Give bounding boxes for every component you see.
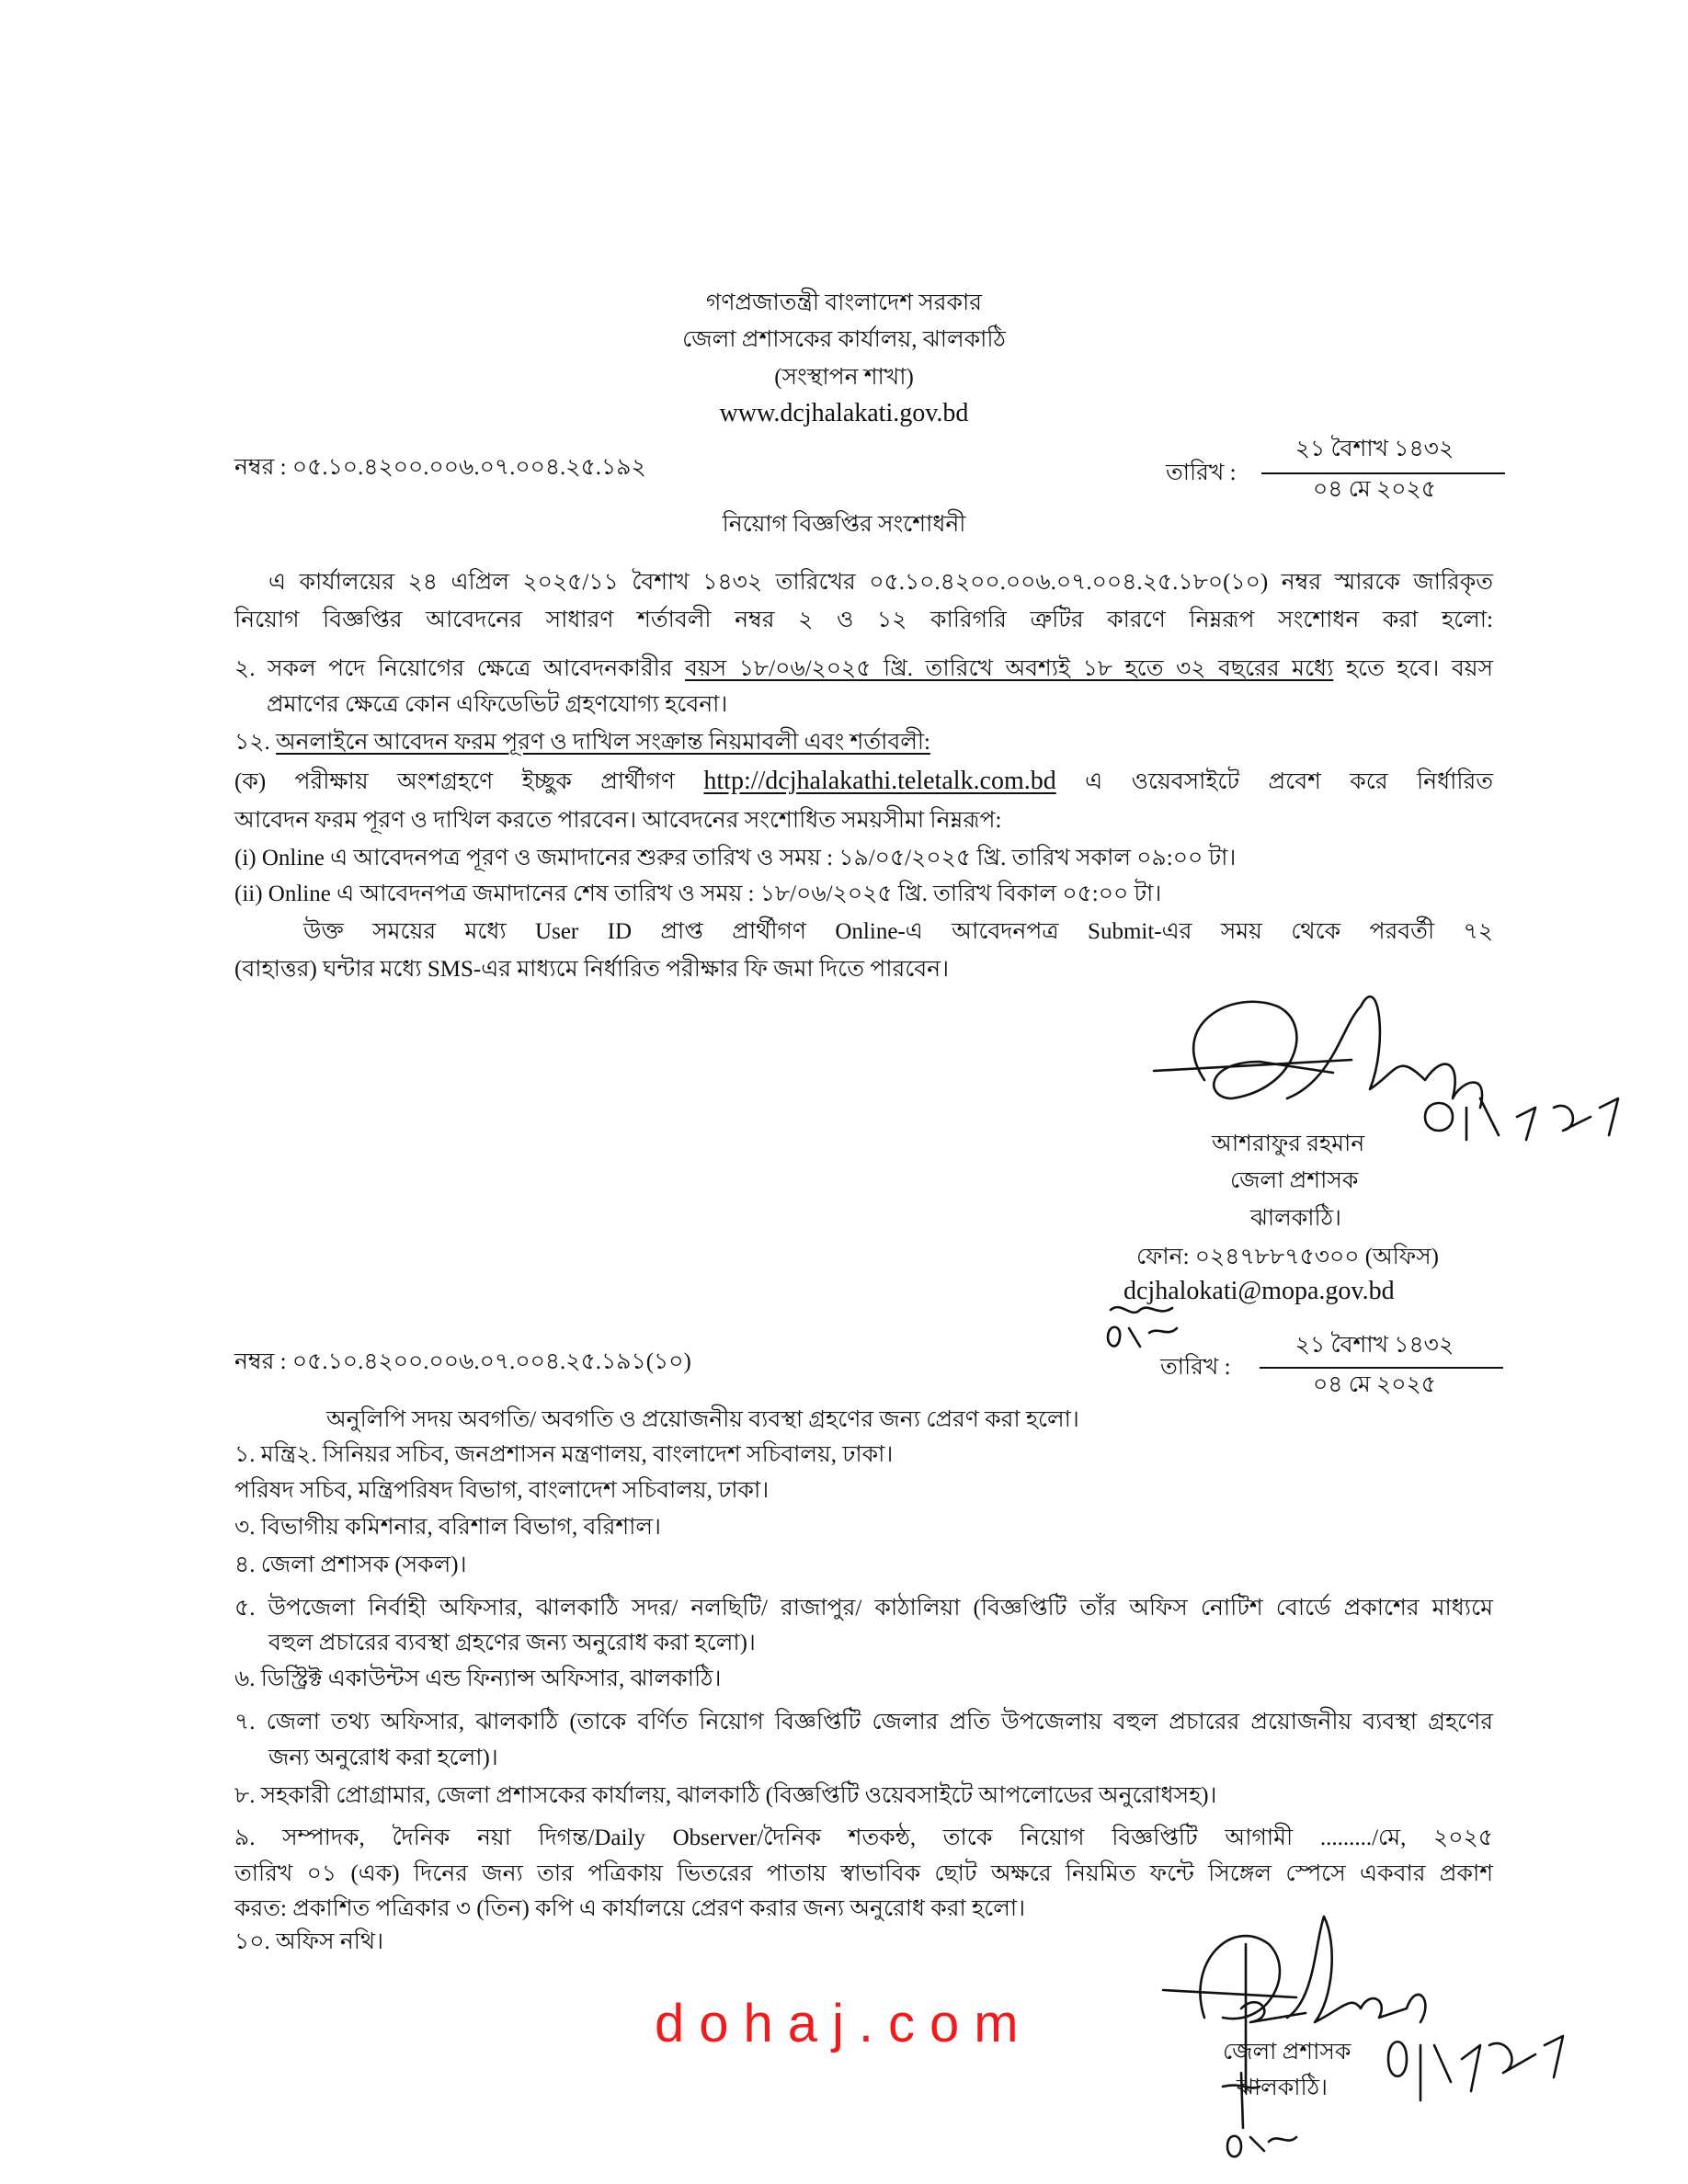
copy-recipient: পরিষদ সচিব, মন্ত্রিপরিষদ বিভাগ, বাংলাদেশ সচিবালয়, ঢাকা।	[234, 1478, 770, 1503]
item-2-text: হতে হবে। বয়স	[1333, 656, 1493, 681]
teletalk-url-link[interactable]: http://dcjhalakathi.teletalk.com.bd	[703, 767, 1056, 795]
memo-number-value: ০৫.১০.৪২০০.০০৬.০৭.০০৪.২৫.১৯২	[291, 455, 646, 480]
date-gregorian: ০৪ মে ২০২৫	[1313, 477, 1436, 502]
date-bengali: ২১ বৈশাখ ১৪৩২	[1295, 437, 1454, 461]
memo-number-label: নম্বর :	[234, 455, 287, 480]
copy-date-divider	[1260, 1367, 1503, 1369]
copy-recipient: ৫. উপজেলা নির্বাহী অফিসার, ঝালকাঠি সদর/ নলছিটি/ রাজাপুর/ কাঠালিয়া (বিজ্ঞপ্তিটি তাঁর অফিস নোটিশ বোর্ডে প্রকাশের মাধ্যমে	[234, 1596, 1493, 1621]
item-12-ka-text: (ক) পরীক্ষায় অংশগ্রহণে ইচ্ছুক প্রার্থীগণ	[234, 769, 704, 794]
office-name: জেলা প্রশাসকের কার্যালয়, ঝালকাঠি	[682, 327, 1006, 352]
copy-recipient: ৩. বিভাগীয় কমিশনার, বরিশাল বিভাগ, বরিশাল।	[234, 1515, 661, 1540]
signatory-district: ঝালকাঠি।	[1250, 1206, 1341, 1231]
initials-image	[1103, 1301, 1195, 1356]
copy-recipient: ৮. সহকারী প্রোগ্রামার, জেলা প্রশাসকের কার্যালয়, ঝালকাঠি (বিজ্ঞপ্তিটি ওয়েবসাইটে আপলোডের অনুরোধসহ)।	[234, 1783, 1217, 1808]
signatory-phone: ফোন: ০২৪৭৮৮৭৫৩০০ (অফিস)	[1136, 1245, 1439, 1269]
signatory-name: আশরাফুর রহমান	[1212, 1132, 1365, 1156]
date-label: তারিখ :	[1166, 461, 1237, 485]
page-title: নিয়োগ বিজ্ঞপ্তির সংশোধনী	[722, 512, 966, 537]
fee-line: (বাহাত্তর) ঘন্টার মধ্যে SMS-এর মাধ্যমে নির্ধারিত পরীক্ষার ফি জমা দিতে পারবেন।	[234, 957, 950, 982]
watermark: dohaj.com	[655, 1994, 1033, 2053]
item-2-text: ২. সকল পদে নিয়োগের ক্ষেত্রে আবেদনকারীর	[234, 656, 686, 681]
footer-signatory-district: ঝালকাঠি।	[1237, 2076, 1328, 2100]
copy-recipient: ১. মন্ত্রি২. সিনিয়র সচিব, জনপ্রশাসন মন্ত্রণালয়, বাংলাদেশ সচিবালয়, ঢাকা।	[234, 1442, 894, 1467]
item-2-underlined: বয়স ১৮/০৬/২০২৫ খ্রি. তারিখে অবশ্যই ১৮ হতে ৩২ বছরের মধ্যে	[685, 656, 1334, 681]
copy-recipient: ৬. ডিস্ট্রিক্ট একাউন্টস এন্ড ফিন্যান্স অফিসার, ঝালকাঠি।	[234, 1666, 722, 1691]
intro-line: এ কার্যালয়ের ২৪ এপ্রিল ২০২৫/১১ বৈশাখ ১৪৩২ তারিখের ০৫.১০.৪২০০.০০৬.০৭.০০৪.২৫.১৮০(১০) নম্বর স্মারকে জারিকৃত	[268, 570, 1493, 595]
copy-date-label: তারিখ :	[1160, 1355, 1231, 1380]
government-name: গণপ্রজাতন্ত্রী বাংলাদেশ সরকার	[705, 290, 983, 315]
signatory-email[interactable]: dcjhalokati@mopa.gov.bd	[1123, 1277, 1395, 1305]
copy-recipient: বহুল প্রচারের ব্যবস্থা গ্রহণের জন্য অনুরোধ করা হলো)।	[268, 1631, 756, 1655]
signature-image	[1149, 970, 1646, 1144]
fee-line: উক্ত সময়ের মধ্যে User ID প্রাপ্ত প্রার্থীগণ Online-এ আবেদনপত্র Submit-এর সময় থেকে পরবর্তী ৭২	[303, 919, 1493, 944]
item-12-ka-text: এ ওয়েবসাইটে প্রবেশ করে নির্ধারিত	[1055, 769, 1493, 794]
copy-recipient: ৪. জেলা প্রশাসক (সকল)।	[234, 1553, 467, 1577]
item-12-ka-line2: আবেদন ফরম পূরণ ও দাখিল করতে পারবেন। আবেদনের সংশোধিত সময়সীমা নিম্নরূপ:	[234, 808, 1002, 833]
item-2-line2: প্রমাণের ক্ষেত্রে কোন এফিডেভিট গ্রহণযোগ্য হবেনা।	[267, 692, 728, 717]
copy-recipient: ৭. জেলা তথ্য অফিসার, ঝালকাঠি (তাকে বর্ণিত নিয়োগ বিজ্ঞপ্তিটি জেলার প্রতি উপজেলায় বহুল প্রচারের প্রয়োজনীয় ব্যবস্থা গ্রহণের	[234, 1710, 1493, 1735]
item-2	[234, 655, 1493, 683]
copy-memo-number-label: নম্বর :	[234, 1349, 287, 1374]
intro-line: নিয়োগ বিজ্ঞপ্তির আবেদনের সাধারণ শর্তাবলী নম্বর ২ ও ১২ কারিগরি ত্রুটির কারণে নিম্নরূপ সংশোধন করা হলো:	[234, 608, 1493, 632]
branch-name: (সংস্থাপন শাখা)	[774, 365, 914, 390]
copy-date-bengali: ২১ বৈশাখ ১৪৩২	[1295, 1333, 1454, 1358]
application-start-time: (i) Online এ আবেদনপত্র পূরণ ও জমাদানের শুরুর তারিখ ও সময় : ১৯/০৫/২০২৫ খ্রি. তারিখ সকাল ০৯:০০ টা।	[234, 846, 1237, 870]
item-12-ka	[234, 768, 1493, 796]
copy-date-gregorian: ০৪ মে ২০২৫	[1313, 1372, 1436, 1397]
memo-number	[234, 454, 646, 482]
copy-recipient: তারিখ ০১ (এক) দিনের জন্য তার পত্রিকায় ভিতরের পাতায় স্বাভাবিক ছোট অক্ষরে নিয়মিত ফন্টে সিঙ্গেল স্পেসে একবার প্রকাশ	[234, 1861, 1493, 1886]
copy-recipient: ৯. সম্পাদক, দৈনিক নয়া দিগন্ত/Daily Observer/দৈনিক শতকন্ঠ, তাকে নিয়োগ বিজ্ঞপ্তিটি আগামী ........./মে, ২০২৫	[234, 1826, 1493, 1850]
footer-signatory-designation: জেলা প্রশাসক	[1223, 2040, 1352, 2065]
copy-recipient: জন্য অনুরোধ করা হলো)।	[268, 1746, 498, 1770]
copy-memo-number	[234, 1348, 691, 1376]
item-12-heading-text: অনলাইনে আবেদন ফরম পূরণ ও দাখিল সংক্রান্ত নিয়মাবলী এবং শর্তাবলী:	[275, 730, 930, 755]
copy-memo-number-value: ০৫.১০.৪২০০.০০৬.০৭.০০৪.২৫.১৯১(১০)	[291, 1349, 691, 1374]
signatory-designation: জেলা প্রশাসক	[1230, 1168, 1359, 1193]
copy-recipient: করত: প্রকাশিত পত্রিকার ৩ (তিন) কপি এ কার্যালয়ে প্রেরণ করার জন্য অনুরোধ করা হলো।	[234, 1896, 1026, 1921]
copy-intro: অনুলিপি সদয় অবগতি/ অবগতি ও প্রয়োজনীয় ব্যবস্থা গ্রহণের জন্য প্রেরণ করা হলো।	[326, 1407, 1079, 1432]
item-12-number: ১২.	[234, 730, 270, 755]
item-12-heading	[234, 729, 930, 756]
website-link[interactable]: www.dcjhalakati.gov.bd	[719, 399, 969, 427]
copy-recipient: ১০. অফিস নথি।	[234, 1929, 384, 1954]
application-end-time: (ii) Online এ আবেদনপত্র জমাদানের শেষ তারিখ ও সময় : ১৮/০৬/২০২৫ খ্রি. তারিখ বিকাল ০৫:০০ টা।	[234, 882, 1162, 906]
date-divider	[1261, 472, 1505, 474]
